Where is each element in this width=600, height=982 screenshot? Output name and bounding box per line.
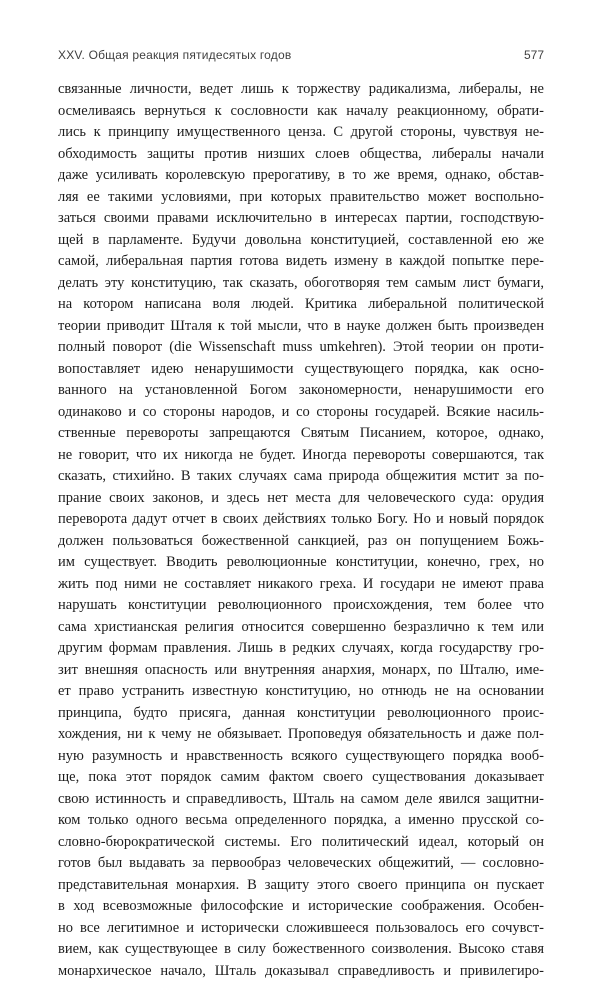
text-line: осмеливаясь вернуться к сословности как началу реакционному, обрати- (58, 101, 544, 123)
text-line: заться своими правами исключительно в интересах партии, господствую- (58, 208, 544, 230)
text-line: связанные личности, ведет лишь к торжеству радикализма, либералы, не (58, 79, 544, 101)
text-line: делать эту конституцию, так сказать, обоготворяя тем самым лист бумаги, (58, 273, 544, 295)
text-line: хождения, ни к чему не обязывает. Проповедуя обязательность и даже пол- (58, 724, 544, 746)
text-line: щей в парламенте. Будучи довольна конституцией, составленной ею же (58, 230, 544, 252)
text-line: жить под ними не составляет никакого греха. И государи не имеют права (58, 574, 544, 596)
text-line: другим формам правления. Лишь в редких случаях, когда государству гро- (58, 638, 544, 660)
text-line: ще, пока этот порядок самим фактом своего существования доказывает (58, 767, 544, 789)
text-line: но все легитимное и исторически сложившееся пользовалось его сочувст- (58, 918, 544, 940)
text-line: вием, как существующее в силу божественного соизволения. Высоко ставя (58, 939, 544, 961)
text-line: ком только одного весьма определенного порядка, а именно прусской со- (58, 810, 544, 832)
text-line: ственные перевороты запрещаются Святым Писанием, которое, однако, (58, 423, 544, 445)
text-line: ванного на установленной Богом закономерности, ненарушимости его (58, 380, 544, 402)
text-line: нарушать конституции революционного происхождения, тем более что (58, 595, 544, 617)
text-line: теории приводит Шталя к той мысли, что в науке должен быть произведен (58, 316, 544, 338)
text-line: готов был выдавать за первообраз человеческих общежитий, — сословно- (58, 853, 544, 875)
text-line: им существует. Вводить революционные конституции, конечно, грех, но (58, 552, 544, 574)
text-line: самой, либеральная партия готова видеть измену в каждой попытке пере- (58, 251, 544, 273)
text-line: ет право устранить известную конституцию, но отнюдь не на основании (58, 681, 544, 703)
text-line: ную разумность и нравственность всякого существующего порядка вооб- (58, 746, 544, 768)
text-line: одинаково и со стороны народов, и со стороны государей. Всякие насиль- (58, 402, 544, 424)
body-text (58, 79, 544, 982)
text-line: на котором написана воля людей. Критика либеральной политической (58, 294, 544, 316)
text-line: монархическое начало, Шталь доказывал справедливость и привилегиро- (58, 961, 544, 982)
text-line: сама христианская религия относится совершенно безразлично к тем или (58, 617, 544, 639)
text-line: прание своих законов, и здесь нет места для человеческого суда: орудия (58, 488, 544, 510)
text-line: не говорит, что их никогда не будет. Иногда перевороты совершаются, так (58, 445, 544, 467)
running-header (58, 48, 544, 66)
text-line: свою истинность и справедливость, Шталь на самом деле явился защитни- (58, 789, 544, 811)
text-line: принципа, будто присяга, данная конституции революционного проис- (58, 703, 544, 725)
text-line: сказать, стихийно. В таких случаях сама природа общежития мстит за по- (58, 466, 544, 488)
text-line: обходимость защиты против низших слоев общества, либералы начали (58, 144, 544, 166)
text-line: даже усиливать королевскую прерогативу, в то же время, однако, обстав- (58, 165, 544, 187)
text-line: представительная монархия. В защиту этого своего принципа он пускает (58, 875, 544, 897)
text-line: вопоставляет идею ненарушимости существующего порядка, как осно- (58, 359, 544, 381)
text-line: лись к принципу имущественного ценза. С другой стороны, чувствуя не- (58, 122, 544, 144)
text-line: должен пользоваться божественной санкцией, раз он попущением Божь- (58, 531, 544, 553)
text-line: зит внешняя опасность или внутренняя анархия, монарх, по Шталю, име- (58, 660, 544, 682)
text-line: ляя ее такими условиями, при которых правительство может воспольно- (58, 187, 544, 209)
chapter-title: XXV. Общая реакция пятидесятых годов (58, 48, 291, 62)
page-number: 577 (524, 48, 544, 62)
text-line: словно-бюрократической системы. Его политический идеал, который он (58, 832, 544, 854)
text-line: полный поворот (die Wissenschaft muss umkehren). Этой теории он проти- (58, 337, 544, 359)
text-line: в ход всевозможные философские и исторические соображения. Особен- (58, 896, 544, 918)
text-line: переворота дадут отчет в своих действиях только Богу. Но и новый порядок (58, 509, 544, 531)
